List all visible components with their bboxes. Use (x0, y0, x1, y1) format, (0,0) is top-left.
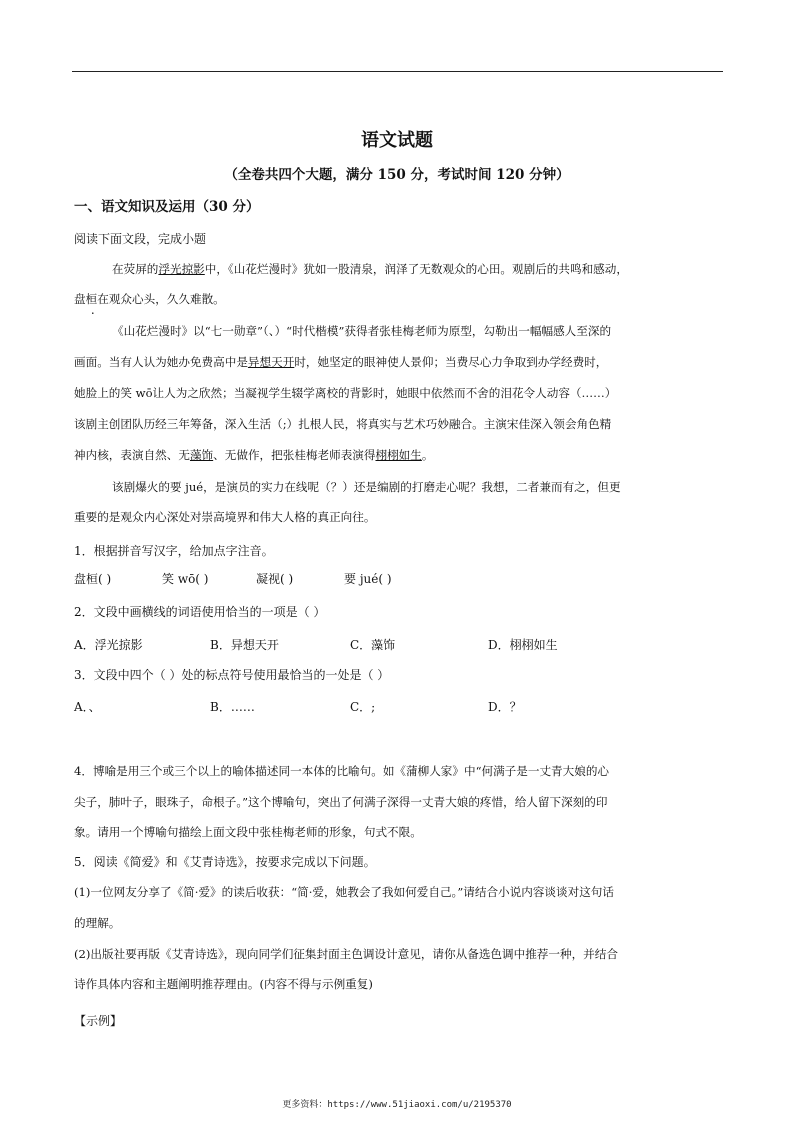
question-4-line3: 象。请用一个博喻句描绘上面文段中张桂梅老师的形象，句式不限。 (74, 825, 422, 839)
q2-option-d: D．栩栩如生 (488, 638, 558, 652)
question-2: 2．文段中画横线的词语使用恰当的一项是（ ） (74, 605, 326, 619)
footer-link[interactable]: 更多资料：https://www.51jiaoxi.com/u/2195370 (282, 1100, 512, 1110)
section-heading: 一、语文知识及运用（30 分） (74, 199, 260, 215)
passage-p2-line2: 画面。当有人认为她办免费高中是异想天开时，她坚定的眼神使人景仰；当费尽心力争取到办学经费时， (74, 355, 608, 369)
question-5-1-line2: 的理解。 (74, 916, 121, 930)
page-title: 语文试题 (361, 130, 433, 151)
question-5-2-line1: (2)出版社要再版《艾青诗选》，现向同学们征集封面主色调设计意见，请你从备选色调中推荐一种，并结合 (74, 947, 618, 961)
underlined-term: 浮光掠影 (158, 262, 205, 276)
q2-option-b: B．异想天开 (210, 638, 279, 652)
q2-option-c: C．藻饰 (350, 638, 396, 652)
q3-option-d: D．？ (488, 700, 522, 714)
underlined-term: 异想天开 (247, 355, 295, 369)
passage-p2-line5: 神内核，表演自然、无藻饰、无做作，把张桂梅老师表演得栩栩如生。 (74, 448, 434, 462)
passage-p2-line4: 该剧主创团队历经三年筹备，深入生活（;）扎根人民，将真实与艺术巧妙融合。主演宋佳深入领会角色精 (74, 417, 612, 431)
underlined-term: 藻饰 (189, 448, 214, 462)
dotted-char: 桓 (85, 292, 98, 306)
example-label: 【示例】 (74, 1014, 123, 1028)
question-1: 1．根据拼音写汉字，给加点字注音。 (74, 544, 274, 558)
passage-p2-line1: 《山花烂漫时》以“七一勋章”（、）“时代楷模”获得者张桂梅老师为原型，勾勒出一幅幅感人至深的 (112, 324, 612, 338)
q2-option-a: A．浮光掠影 (74, 638, 143, 652)
passage-p3-line1: 该剧爆火的要 jué，是演员的实力在线呢（？）还是编剧的打磨走心呢？我想，二者兼而有之，但更 (112, 480, 621, 494)
exam-info: （全卷共四个大题，满分 150 分，考试时间 120 分钟） (224, 167, 570, 183)
passage-p3-line2: 重要的是观众内心深处对崇高境界和伟大人格的真正向往。 (74, 510, 376, 524)
question-3: 3．文段中四个（ ）处的标点符号使用最恰当的一处是（ ） (74, 668, 390, 682)
question-4-line1: 4．博喻是用三个或三个以上的喻体描述同一本体的比喻句。如《蒲柳人家》中“何满子是一丈青大娘的心 (74, 764, 610, 778)
passage-p1-line2: 盘桓在观众心头，久久难散。 (74, 292, 225, 306)
underlined-term: 栩栩如生 (375, 448, 422, 462)
header-rule (72, 71, 723, 72)
passage-p2-line3: 她脸上的笑 wō让人为之欣然；当凝视学生辍学离校的背影时，她眼中依然而不舍的泪花令人动容（……） (74, 386, 617, 400)
q1-blank-2: 笑 wō( ) (162, 572, 209, 586)
passage-p1-line1: 在荧屏的浮光掠影中，《山花烂漫时》犹如一股清泉，润泽了无数观众的心田。观剧后的共鸣和感动， (112, 262, 628, 276)
q3-option-b: B．…… (210, 700, 255, 714)
reading-instruction: 阅读下面文段，完成小题 (74, 232, 207, 246)
q3-option-c: C．; (350, 700, 376, 714)
question-5-1-line1: (1)一位网友分享了《简·爱》的读后收获：“简·爱，她教会了我如何爱自己。”请结合小说内容谈谈对这句话 (74, 885, 614, 899)
q1-blank-1: 盘桓( ) (74, 572, 112, 586)
question-5-2-line2: 诗作具体内容和主题阐明推荐理由。(内容不得与示例重复) (74, 977, 373, 991)
q3-option-a: A．、 (74, 700, 101, 714)
q1-blank-4: 要 jué( ) (344, 572, 392, 586)
q1-blank-3: 凝视( ) (256, 572, 294, 586)
question-4-line2: 尖子，肺叶子，眼珠子，命根子。”这个博喻句，突出了何满子深得一丈青大娘的疼惜，给人留下深刻的印 (74, 795, 608, 809)
question-5: 5．阅读《简爱》和《艾青诗选》，按要求完成以下问题。 (74, 855, 376, 869)
